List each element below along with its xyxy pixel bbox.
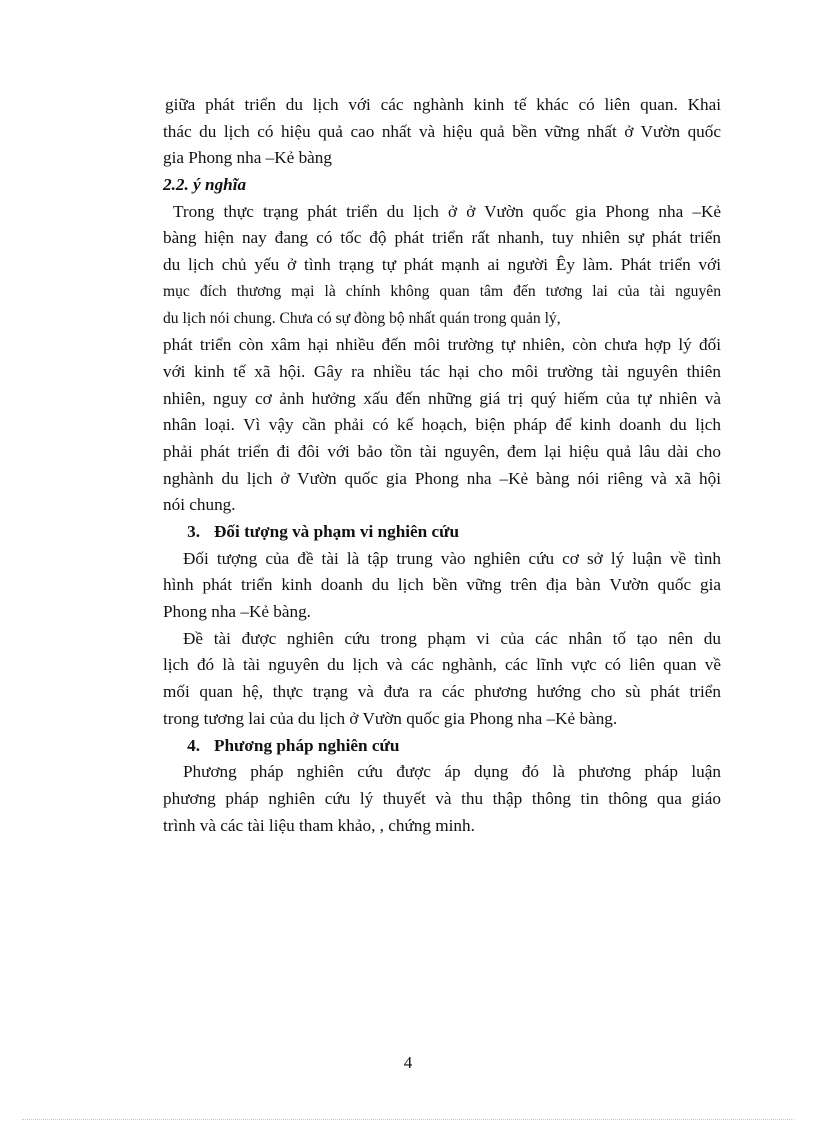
- section-3-title: Đối tượng và phạm vi nghiên cứu: [214, 522, 460, 541]
- section-4-line: phương pháp nghiên cứu lý thuyết và thu thập thông tin thông qua giáo: [163, 788, 721, 808]
- page-number: 4: [403, 1053, 413, 1072]
- section-4-heading: [163, 733, 721, 760]
- section-2-2-line: phải phát triển đi đôi với bảo tồn tài nguyên, đem lại hiệu quả lâu dài cho: [163, 441, 721, 461]
- intro-line: thác du lịch có hiệu quả cao nhất và hiệu quả bền vững nhất ở Vườn quốc: [163, 121, 721, 141]
- section-2-2-line: nghành du lịch ở Vườn quốc gia Phong nha –Kẻ bàng nói riêng và xã hội: [163, 468, 721, 488]
- section-2-2-line: phát triển còn xâm hại nhiều đến môi trường tự nhiên, còn chưa hợp lý đối: [163, 335, 721, 355]
- section-2-2-line: mục đích thương mại là chính không quan tâm đến tương lai của tài nguyên: [163, 282, 721, 300]
- section-2-2-line: nhân loại. Vì vậy cần phải có kế hoạch, biện pháp để kinh doanh du lịch: [163, 415, 721, 435]
- section-3-para-1-line: Phong nha –Kẻ bàng.: [163, 602, 311, 622]
- section-3-para-1-line: hình phát triển kinh doanh du lịch bền vững trên địa bàn Vườn quốc gia: [163, 575, 721, 595]
- section-2-2-line: bàng hiện nay đang có tốc độ phát triển rất nhanh, tuy nhiên sự phát triển: [163, 228, 721, 248]
- section-4-title: Phương pháp nghiên cứu: [214, 735, 400, 755]
- section-4-line: trình và các tài liệu tham khảo, , chứng minh.: [163, 815, 475, 835]
- section-3-para-2-line: lịch đó là tài nguyên du lịch và các nghành, các lĩnh vực có liên quan về: [163, 655, 721, 675]
- section-4-line: Phương pháp nghiên cứu được áp dụng đó là phương pháp luận: [183, 762, 721, 782]
- section-2-2-line: với kinh tế xã hội. Gây ra nhiều tác hại cho môi trường tài nguyên thiên: [163, 361, 721, 381]
- section-2-2-line: Trong thực trạng phát triển du lịch ở ở Vườn quốc gia Phong nha –Kẻ: [173, 201, 721, 221]
- section-3-para-2-line: trong tương lai của du lịch ở Vườn quốc gia Phong nha –Kẻ bàng.: [163, 708, 618, 728]
- section-3-number: 3.: [187, 522, 200, 541]
- section-2-2-line: du lịch chủ yếu ở tình trạng tự phát mạnh ai người Êy làm. Phát triển với: [163, 255, 721, 275]
- section-3-para-2-line: Đề tài được nghiên cứu trong phạm vi của các nhân tố tạo nên du: [183, 628, 721, 648]
- document-body: [163, 92, 721, 839]
- page-bottom-divider: [22, 1119, 794, 1120]
- section-2-2-line: nhiên, nguy cơ ảnh hưởng xấu đến những giá trị quý hiếm của tự nhiên và: [163, 388, 721, 408]
- section-3-heading: [163, 519, 721, 546]
- section-3-para-2-line: mối quan hệ, thực trạng và đưa ra các phương hướng cho sù phát triển: [163, 682, 721, 702]
- section-4-number: 4.: [187, 735, 200, 755]
- intro-line: gia Phong nha –Kẻ bàng: [163, 148, 332, 168]
- section-2-2-heading: 2.2. ý nghĩa: [163, 175, 247, 195]
- section-3-para-1-line: Đối tượng của đề tài là tập trung vào nghiên cứu cơ sở lý luận về tình: [183, 548, 721, 568]
- section-2-2-line: du lịch nói chung. Chưa có sự đòng bộ nhất quán trong quản lý,: [163, 309, 561, 327]
- intro-line: giữa phát triển du lịch với các nghành kinh tế khác có liên quan. Khai: [165, 95, 721, 114]
- section-2-2-line: nói chung.: [163, 495, 236, 515]
